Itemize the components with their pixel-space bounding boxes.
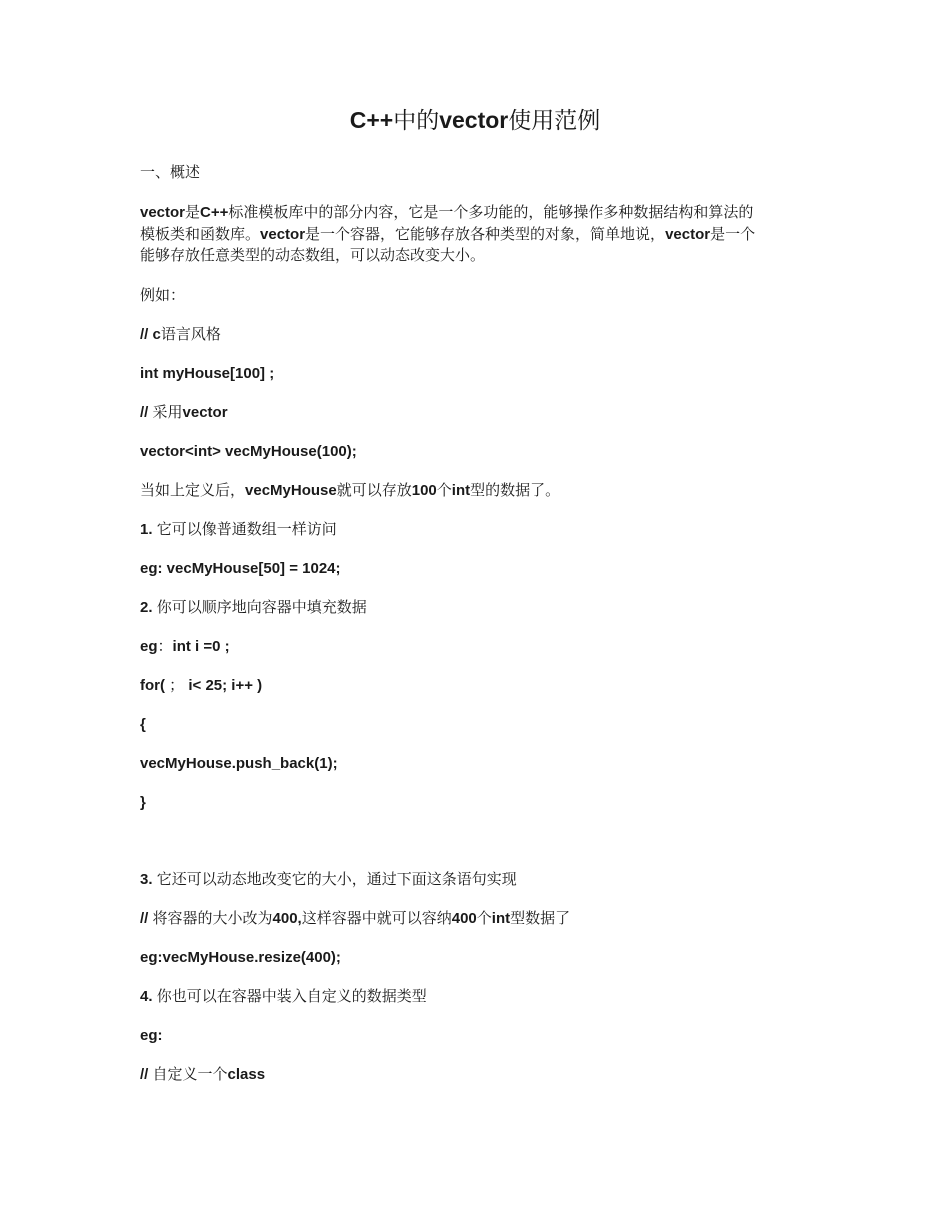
title-part: 中的 (393, 108, 440, 134)
document-line (140, 519, 830, 540)
bold-text-run: 400 (451, 910, 477, 927)
title-part: 使用范例 (508, 108, 601, 134)
bold-text-run: // (140, 1066, 153, 1083)
bold-text-run: // c (140, 326, 161, 343)
bold-text-run: 400, (272, 910, 302, 927)
bold-text-run: 3. (140, 871, 157, 888)
bold-text-run: vector (140, 204, 186, 221)
text-run: 个 (436, 481, 452, 499)
text-run: 个 (476, 909, 492, 927)
text-run: 它还可以动态地改变它的大小，通过下面这条语句实现 (156, 870, 517, 888)
text-run: 当如上定义后， (140, 481, 246, 499)
document-line (140, 714, 830, 735)
text-run: 它可以像普通数组一样访问 (156, 520, 337, 538)
document-line (140, 480, 830, 501)
bold-text-run: C++ (200, 204, 229, 221)
document-line (140, 753, 830, 774)
text-run: 语言风格 (160, 325, 221, 343)
bold-text-run: } (140, 794, 146, 811)
bold-text-run: vector<int> vecMyHouse(100); (140, 443, 357, 460)
text-run: 你也可以在容器中装入自定义的数据类型 (156, 987, 427, 1005)
document-line (140, 636, 830, 657)
document-line (140, 402, 830, 423)
paragraph-line (140, 202, 830, 224)
document-line (140, 363, 830, 384)
text-run: 型的数据了。 (470, 481, 561, 499)
document-line (140, 1064, 830, 1085)
title-part: C++ (349, 107, 394, 133)
document-line (140, 597, 830, 618)
bold-text-run: i< 25; i++ ) (184, 677, 263, 694)
intro-paragraph (140, 202, 830, 267)
bold-text-run: eg: vecMyHouse[50] = 1024; (140, 560, 341, 577)
document-line (140, 908, 830, 929)
bold-text-run: vector (182, 404, 228, 421)
document-line (140, 1025, 830, 1046)
bold-text-run: vector (260, 225, 306, 243)
bold-text-run: 100 (411, 482, 437, 499)
bold-text-run: vecMyHouse (245, 482, 337, 499)
text-run: 是 (185, 203, 201, 221)
text-run: 模板类和函数库。 (140, 224, 261, 243)
bold-text-run: int i =0 ; (172, 638, 230, 655)
document-line (140, 986, 830, 1007)
text-run: 采用 (152, 403, 183, 421)
bold-text-run: int myHouse[100] ; (140, 365, 275, 382)
bold-text-run: int (451, 482, 471, 499)
text-run: 就可以存放 (336, 481, 412, 499)
text-run: 能够存放任意类型的动态数组，可以动态改变大小。 (140, 246, 486, 264)
bold-text-run: for( (140, 677, 170, 694)
text-run: 你可以顺序地向容器中填充数据 (156, 598, 367, 616)
bold-text-run: 1. (140, 521, 157, 538)
bold-text-run: vecMyHouse.push_back(1); (140, 755, 338, 772)
document-line (140, 869, 830, 890)
bold-text-run: 2. (140, 599, 157, 616)
document-line (140, 675, 830, 696)
text-run: 是一个 (710, 224, 756, 243)
text-run: 标准模板库中的部分内容，它是一个多功能的，能够操作多种数据结构和算法的 (228, 203, 754, 221)
bold-text-run: int (491, 910, 511, 927)
text-run: 型数据了 (510, 909, 571, 927)
bold-text-run: class (227, 1066, 266, 1083)
text-run: 是一个容器，它能够存放各种类型的对象，简单地说， (305, 224, 666, 243)
document-line (140, 558, 830, 579)
example-label: 例如： (140, 286, 186, 304)
bold-text-run: eg (140, 638, 158, 655)
paragraph-line (140, 245, 830, 267)
title-part: vector (439, 107, 509, 133)
document-line (140, 792, 830, 813)
text-run: ； (169, 676, 185, 694)
text-run: 自定义一个 (152, 1065, 228, 1083)
bold-text-run: { (140, 716, 146, 733)
bold-text-run: eg:vecMyHouse.resize(400); (140, 949, 341, 966)
bold-text-run: 4. (140, 988, 157, 1005)
paragraph-line (140, 224, 830, 246)
page-title (0, 104, 950, 137)
bold-text-run: eg: (140, 1027, 163, 1044)
document-line (140, 947, 830, 968)
document-line (140, 441, 830, 462)
text-run: 这样容器中就可以容纳 (301, 909, 452, 927)
bold-text-run: // (140, 910, 153, 927)
text-run: 将容器的大小改为 (152, 909, 273, 927)
document-line (140, 324, 830, 345)
section-heading: 一、概述 (140, 163, 201, 181)
text-run: ： (157, 637, 173, 655)
bold-text-run: // (140, 404, 153, 421)
bold-text-run: vector (665, 225, 711, 243)
